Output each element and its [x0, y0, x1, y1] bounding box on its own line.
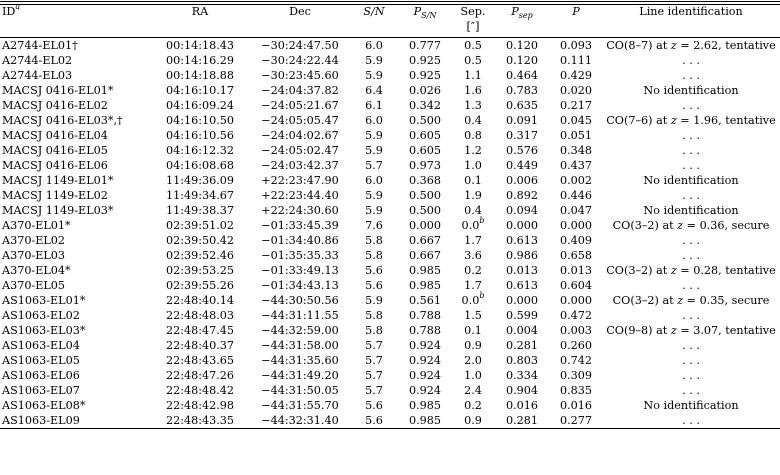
col-header-id: $ID^a$: [2, 2, 21, 18]
cell-psn: 0.985: [408, 279, 442, 292]
table-row: [0, 38, 780, 54]
cell-sn: 5.6: [365, 399, 383, 412]
cell-ra: 22:48:48.42: [165, 384, 235, 397]
cell-psn: 0.925: [408, 69, 442, 82]
table-row: [0, 98, 780, 113]
table-row: [0, 413, 780, 429]
cell-psep: 0.006: [505, 174, 539, 187]
cell-p: 0.016: [559, 399, 593, 412]
cell-psn: 0.973: [408, 159, 442, 172]
cell-line: CO(8–7) at z = 2.62, tentative: [606, 39, 776, 52]
cell-id: A370-EL05: [2, 279, 66, 292]
cell-dec: −44:31:50.05: [261, 384, 339, 397]
cell-psep: 0.892: [505, 189, 539, 202]
table-row: [0, 173, 780, 188]
cell-psep: 0.576: [505, 144, 539, 157]
cell-psn: 0.985: [408, 264, 442, 277]
cell-p: 0.835: [559, 384, 593, 397]
cell-ra: 00:14:18.88: [165, 69, 235, 82]
cell-psn: 0.924: [408, 369, 442, 382]
cell-sn: 5.9: [365, 54, 383, 67]
cell-sep: 0.0$^b$: [461, 291, 485, 307]
cell-sep: 1.5: [464, 309, 482, 322]
cell-line: . . .: [682, 234, 700, 247]
cell-psep: 0.013: [505, 264, 539, 277]
cell-psep: 0.016: [505, 399, 539, 412]
cell-psep: 0.449: [505, 159, 539, 172]
cell-psn: 0.924: [408, 339, 442, 352]
cell-id: AS1063-EL09: [0, 413, 150, 429]
cell-id: MACSJ 0416-EL01*: [2, 84, 114, 97]
cell-dec: +22:23:47.90: [261, 174, 339, 187]
cell-sn: 5.7: [365, 159, 383, 172]
cell-psn: 0.667: [408, 234, 442, 247]
cell-sn: 5.8: [365, 234, 383, 247]
cell-dec: −24:05:21.67: [261, 99, 339, 112]
cell-psn: 0.500: [408, 114, 442, 127]
cell-psep: 0.986: [505, 249, 539, 262]
cell-sn: 6.0: [365, 39, 383, 52]
cell-psn: 0.985: [398, 413, 452, 429]
cell-p: 0.020: [559, 84, 593, 97]
cell-p: 0.277: [550, 413, 602, 429]
col-header-psep: $P_{sep}$: [511, 5, 533, 21]
cell-sn: 5.9: [365, 204, 383, 217]
cell-p: 0.000: [559, 219, 593, 232]
col-header-psn: $P_{S/N}$: [413, 5, 437, 21]
cell-psn: 0.000: [408, 219, 442, 232]
cell-sep: 0.5: [464, 39, 482, 52]
cell-ra: 02:39:55.26: [165, 279, 235, 292]
table-row: [0, 278, 780, 293]
cell-p: 0.348: [559, 144, 593, 157]
cell-id: MACSJ 0416-EL02: [2, 99, 108, 112]
cell-id: MACSJ 0416-EL03*,†: [2, 114, 123, 127]
cell-psn: 0.026: [408, 84, 442, 97]
cell-ra: 22:48:48.03: [165, 309, 235, 322]
cell-id: A2744-EL02: [2, 54, 73, 67]
cell-psn: 0.500: [408, 204, 442, 217]
cell-psn: 0.788: [408, 309, 442, 322]
cell-psep: 0.599: [505, 309, 539, 322]
cell-line: . . .: [682, 129, 700, 142]
table-row: [0, 308, 780, 323]
cell-psep: 0.000: [505, 219, 539, 232]
table-row: [0, 293, 780, 308]
table-row: [0, 233, 780, 248]
cell-dec: −01:35:35.33: [261, 249, 339, 262]
cell-sep: 0.1: [464, 324, 482, 337]
cell-p: 0.002: [559, 174, 593, 187]
cell-dec: −01:33:45.39: [261, 219, 339, 232]
header-row-units: [0, 19, 780, 38]
cell-sep: 0.4: [464, 204, 482, 217]
cell-dec: +22:23:44.40: [261, 189, 339, 202]
cell-dec: −01:33:49.13: [261, 264, 339, 277]
cell-dec: −24:05:02.47: [261, 144, 339, 157]
cell-ra: 02:39:53.25: [165, 264, 235, 277]
cell-psep: 0.317: [505, 129, 539, 142]
cell-psep: 0.803: [505, 354, 539, 367]
col-header-sep: Sep.: [460, 5, 486, 18]
cell-psn: 0.925: [408, 54, 442, 67]
cell-psep: 0.281: [494, 413, 550, 429]
table-row: [0, 338, 780, 353]
cell-dec: −44:31:11.55: [261, 309, 339, 322]
cell-psn: 0.605: [408, 129, 442, 142]
cell-sn: 5.7: [365, 369, 383, 382]
table-row: [0, 143, 780, 158]
cell-dec: −44:31:35.60: [261, 354, 339, 367]
cell-line: . . .: [682, 144, 700, 157]
cell-p: 0.093: [559, 39, 593, 52]
cell-sn: 5.9: [365, 189, 383, 202]
cell-sep: 2.4: [464, 384, 482, 397]
col-header-line: Line identification: [639, 5, 743, 18]
cell-sep: 1.7: [464, 279, 482, 292]
cell-dec: −44:31:58.00: [261, 339, 339, 352]
cell-dec: −24:03:42.37: [261, 159, 339, 172]
cell-id: AS1063-EL03*: [2, 324, 86, 337]
cell-ra: 22:48:42.98: [165, 399, 235, 412]
cell-ra: 04:16:12.32: [165, 144, 235, 157]
cell-sep: 1.0: [464, 159, 482, 172]
cell-psn: 0.788: [408, 324, 442, 337]
table-row: [0, 218, 780, 233]
cell-dec: −24:04:02.67: [261, 129, 339, 142]
table-row: [0, 248, 780, 263]
cell-sep: 0.0$^b$: [461, 216, 485, 232]
cell-ra: 02:39:51.02: [165, 219, 235, 232]
cell-id: A370-EL02: [2, 234, 66, 247]
cell-ra: 02:39:52.46: [165, 249, 235, 262]
cell-line: . . .: [682, 354, 700, 367]
cell-sn: 5.9: [365, 294, 383, 307]
cell-sn: 6.0: [365, 114, 383, 127]
cell-ra: 11:49:34.67: [165, 189, 235, 202]
cell-ra: 04:16:08.68: [165, 159, 235, 172]
cell-ra: 11:49:36.09: [165, 174, 235, 187]
cell-id: MACSJ 1149-EL02: [2, 189, 108, 202]
cell-p: 0.409: [559, 234, 593, 247]
table-row: [0, 263, 780, 278]
cell-sn: 5.9: [365, 144, 383, 157]
cell-ra: 04:16:10.56: [165, 129, 235, 142]
cell-line: . . .: [682, 159, 700, 172]
cell-line: No identification: [643, 204, 739, 217]
cell-ra: 22:48:47.26: [165, 369, 235, 382]
cell-id: A370-EL03: [2, 249, 66, 262]
cell-psn: 0.777: [408, 39, 442, 52]
cell-sep: 0.4: [464, 114, 482, 127]
cell-sep: 0.9: [464, 339, 482, 352]
cell-dec: −44:32:31.40: [250, 413, 350, 429]
cell-sep: 1.0: [464, 369, 482, 382]
cell-id: AS1063-EL07: [2, 384, 80, 397]
cell-id: AS1063-EL01*: [2, 294, 86, 307]
table-row: [0, 53, 780, 68]
cell-p: 0.472: [559, 309, 593, 322]
cell-line: . . .: [682, 369, 700, 382]
cell-dec: +22:24:30.60: [261, 204, 339, 217]
cell-id: A370-EL04*: [2, 264, 71, 277]
cell-psep: 0.281: [505, 339, 539, 352]
cell-psep: 0.464: [505, 69, 539, 82]
cell-line: No identification: [643, 399, 739, 412]
cell-dec: −24:05:05.47: [261, 114, 339, 127]
cell-line: . . .: [682, 279, 700, 292]
cell-line: CO(9–8) at z = 3.07, tentative: [606, 324, 776, 337]
cell-sep: 0.2: [464, 399, 482, 412]
table-row: [0, 113, 780, 128]
col-header-ra: RA: [191, 5, 209, 18]
cell-p: 0.045: [559, 114, 593, 127]
cell-id: A2744-EL01†: [2, 39, 78, 52]
cell-dec: −24:04:37.82: [261, 84, 339, 97]
cell-sn: 5.7: [365, 354, 383, 367]
table-row: [0, 128, 780, 143]
cell-id: AS1063-EL02: [2, 309, 80, 322]
cell-line: . . .: [602, 413, 780, 429]
cell-line: . . .: [682, 69, 700, 82]
cell-psn: 0.667: [408, 249, 442, 262]
cell-psep: 0.904: [505, 384, 539, 397]
cell-sn: 5.6: [350, 413, 398, 429]
table-row: [0, 368, 780, 383]
cell-dec: −44:31:55.70: [261, 399, 339, 412]
cell-psn: 0.924: [408, 384, 442, 397]
cell-sep: 2.0: [464, 354, 482, 367]
cell-p: 0.658: [559, 249, 593, 262]
cell-psep: 0.094: [505, 204, 539, 217]
cell-sn: 6.1: [365, 99, 383, 112]
cell-id: AS1063-EL04: [2, 339, 80, 352]
cell-p: 0.446: [559, 189, 593, 202]
cell-psep: 0.120: [505, 54, 539, 67]
cell-sn: 5.8: [365, 309, 383, 322]
cell-id: MACSJ 1149-EL03*: [2, 204, 114, 217]
cell-ra: 11:49:38.37: [165, 204, 235, 217]
cell-ra: 02:39:50.42: [165, 234, 235, 247]
table-body: [0, 38, 780, 429]
cell-id: MACSJ 0416-EL04: [2, 129, 108, 142]
cell-sn: 5.9: [365, 69, 383, 82]
cell-id: A370-EL01*: [2, 219, 71, 232]
cell-sep: 0.9: [452, 413, 494, 429]
cell-p: 0.003: [559, 324, 593, 337]
table-row: [0, 353, 780, 368]
cell-psn: 0.985: [408, 399, 442, 412]
cell-p: 0.260: [559, 339, 593, 352]
cell-sep: 0.2: [464, 264, 482, 277]
cell-psep: 0.120: [505, 39, 539, 52]
cell-ra: 04:16:09.24: [165, 99, 235, 112]
cell-line: CO(3–2) at z = 0.36, secure: [612, 219, 770, 232]
cell-id: A2744-EL03: [2, 69, 73, 82]
cell-sn: 6.0: [365, 174, 383, 187]
cell-psep: 0.783: [505, 84, 539, 97]
cell-sn: 5.7: [365, 339, 383, 352]
cell-id: MACSJ 0416-EL05: [2, 144, 108, 157]
cell-line: . . .: [682, 99, 700, 112]
cell-psep: 0.613: [505, 234, 539, 247]
cell-psn: 0.924: [408, 354, 442, 367]
cell-psn: 0.368: [408, 174, 442, 187]
table-row: [0, 158, 780, 173]
cell-line: CO(3–2) at z = 0.35, secure: [612, 294, 770, 307]
cell-line: . . .: [682, 54, 700, 67]
cell-sep: 3.6: [464, 249, 482, 262]
header-row: [0, 0, 780, 19]
cell-dec: −44:31:49.20: [261, 369, 339, 382]
table-row: [0, 83, 780, 98]
cell-sn: 5.6: [365, 279, 383, 292]
cell-p: 0.309: [559, 369, 593, 382]
cell-ra: 22:48:40.14: [165, 294, 235, 307]
cell-id: MACSJ 1149-EL01*: [2, 174, 114, 187]
cell-sep: 0.8: [464, 129, 482, 142]
cell-ra: 22:48:47.45: [165, 324, 235, 337]
cell-psep: 0.000: [505, 294, 539, 307]
cell-line: No identification: [643, 174, 739, 187]
cell-psn: 0.500: [408, 189, 442, 202]
cell-dec: −01:34:43.13: [261, 279, 339, 292]
cell-dec: −01:34:40.86: [261, 234, 339, 247]
cell-psep: 0.613: [505, 279, 539, 292]
col-header-sep-unit: [″]: [452, 19, 494, 38]
cell-id: MACSJ 0416-EL06: [2, 159, 108, 172]
cell-id: AS1063-EL06: [2, 369, 80, 382]
cell-p: 0.047: [559, 204, 593, 217]
cell-p: 0.604: [559, 279, 593, 292]
cell-ra: 00:14:16.29: [165, 54, 235, 67]
cell-sep: 1.2: [464, 144, 482, 157]
cell-line: . . .: [682, 384, 700, 397]
cell-sep: 1.9: [464, 189, 482, 202]
cell-ra: 22:48:43.65: [165, 354, 235, 367]
cell-sn: 5.8: [365, 324, 383, 337]
cell-line: . . .: [682, 339, 700, 352]
cell-line: . . .: [682, 189, 700, 202]
cell-dec: −30:24:22.44: [261, 54, 339, 67]
cell-p: 0.429: [559, 69, 593, 82]
cell-dec: −30:24:47.50: [261, 39, 339, 52]
cell-p: 0.000: [559, 294, 593, 307]
cell-dec: −30:23:45.60: [261, 69, 339, 82]
cell-sn: 5.8: [365, 249, 383, 262]
table-row: [0, 398, 780, 413]
table-row: [0, 188, 780, 203]
cell-id: AS1063-EL05: [2, 354, 80, 367]
cell-ra: 22:48:40.37: [165, 339, 235, 352]
cell-psn: 0.342: [408, 99, 442, 112]
table-row: [0, 323, 780, 338]
cell-p: 0.217: [559, 99, 593, 112]
col-header-dec: Dec: [289, 5, 311, 18]
cell-ra: 22:48:43.35: [150, 413, 250, 429]
cell-line: No identification: [643, 84, 739, 97]
cell-line: . . .: [682, 309, 700, 322]
cell-ra: 04:16:10.17: [165, 84, 235, 97]
cell-line: CO(7–6) at z = 1.96, tentative: [606, 114, 776, 127]
cell-psn: 0.605: [408, 144, 442, 157]
cell-sep: 1.3: [464, 99, 482, 112]
cell-p: 0.742: [559, 354, 593, 367]
cell-sep: 0.5: [464, 54, 482, 67]
cell-line: CO(3–2) at z = 0.28, tentative: [606, 264, 776, 277]
cell-sn: 5.6: [365, 264, 383, 277]
cell-sep: 1.6: [464, 84, 482, 97]
col-header-sn: S/N: [363, 5, 385, 18]
cell-p: 0.111: [559, 54, 593, 67]
cell-psn: 0.561: [408, 294, 442, 307]
table-row: [0, 203, 780, 218]
cell-sn: 5.9: [365, 129, 383, 142]
table-row: [0, 68, 780, 83]
cell-psep: 0.091: [505, 114, 539, 127]
cell-sn: 6.4: [365, 84, 383, 97]
table-row: [0, 383, 780, 398]
cell-psep: 0.334: [505, 369, 539, 382]
cell-dec: −44:30:50.56: [261, 294, 339, 307]
cell-p: 0.013: [559, 264, 593, 277]
cell-psep: 0.635: [505, 99, 539, 112]
cell-sep: 1.7: [464, 234, 482, 247]
cell-p: 0.437: [559, 159, 593, 172]
cell-line: . . .: [682, 249, 700, 262]
cell-sep: 0.1: [464, 174, 482, 187]
cell-id: AS1063-EL08*: [2, 399, 86, 412]
cell-psep: 0.004: [505, 324, 539, 337]
col-header-p: P: [572, 5, 580, 18]
cell-p: 0.051: [559, 129, 593, 142]
cell-sep: 1.1: [464, 69, 482, 82]
cell-sn: 5.7: [365, 384, 383, 397]
cell-dec: −44:32:59.00: [261, 324, 339, 337]
cell-ra: 00:14:18.43: [165, 39, 235, 52]
cell-ra: 04:16:10.50: [165, 114, 235, 127]
cell-sn: 7.6: [365, 219, 383, 232]
